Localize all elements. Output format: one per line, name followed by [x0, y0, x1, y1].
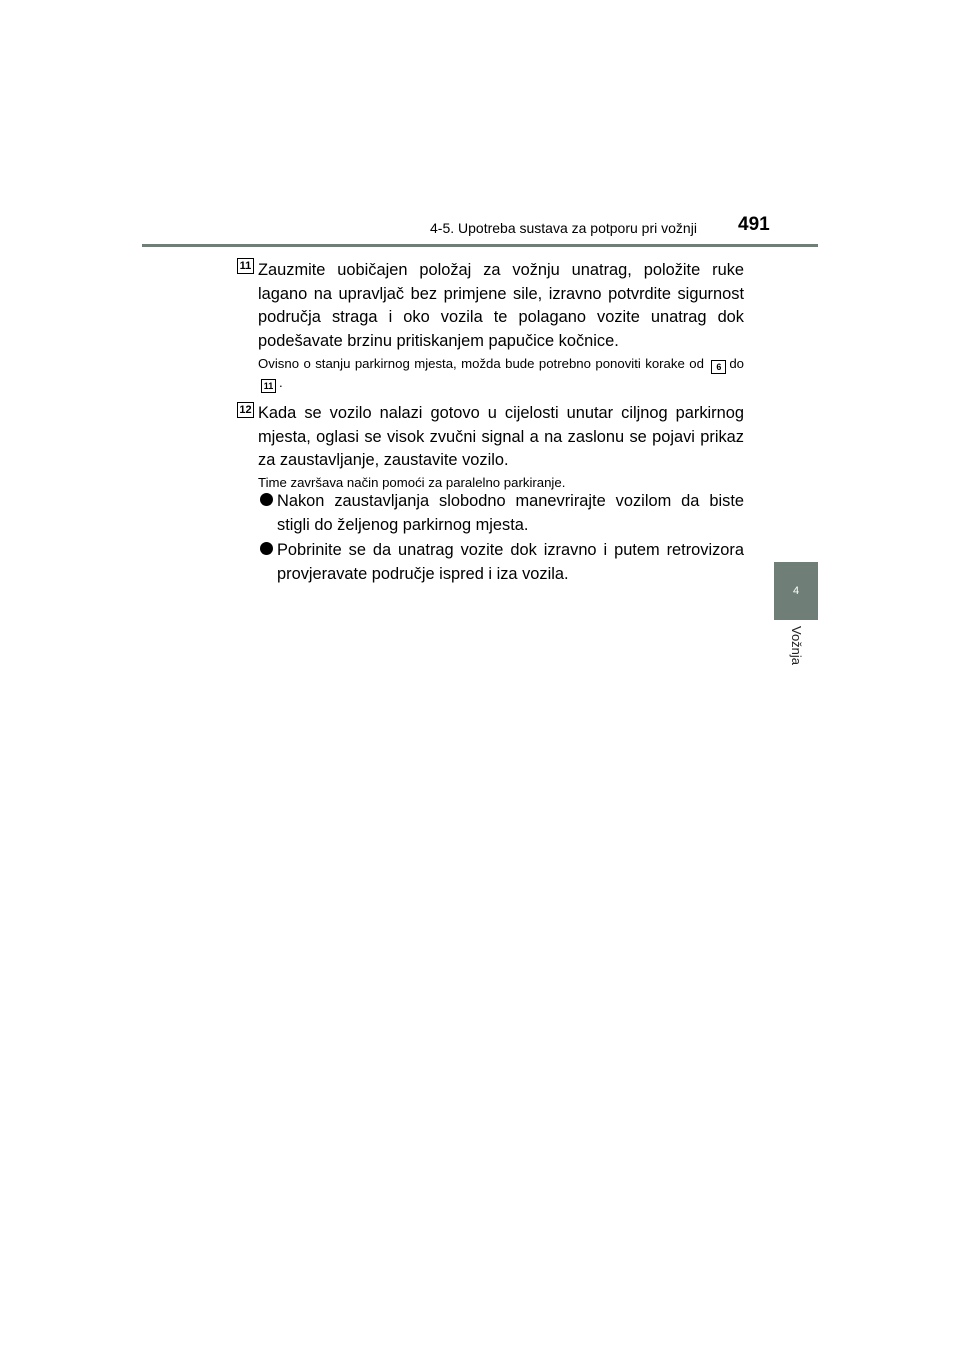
- step-11-note: [258, 355, 744, 393]
- step-number-12: 12: [237, 402, 254, 418]
- step-11-text: Zauzmite uobičajen položaj za vožnju unatrag, položite ruke lagano na upravljač bez primjene sile, izravno potvrdite sigurnost područja straga i oko vozila te polagano vozite unatrag dok podešavate brzinu pritiskanjem papučice kočnice.: [258, 261, 744, 350]
- bullet-icon: [260, 542, 273, 555]
- bullet-item: [258, 490, 744, 537]
- chapter-number: 4: [792, 585, 800, 597]
- note-text-before: Ovisno o stanju parkirnog mjesta, možda bude potrebno ponoviti korake od: [258, 356, 704, 371]
- step-ref-11: 11: [261, 379, 276, 393]
- note-text-mid: do: [729, 356, 744, 371]
- bullet-item: [258, 539, 744, 586]
- bullet-text: Pobrinite se da unatrag vozite dok izravno i putem retrovizora provjeravate područje ispred i iza vozila.: [277, 541, 744, 583]
- header-divider: [142, 244, 818, 247]
- bullet-icon: [260, 493, 273, 506]
- chapter-label: Vožnja: [789, 626, 804, 666]
- page-number: 491: [738, 214, 770, 235]
- step-12-note: Time završava način pomoći za paralelno parkiranje.: [258, 475, 566, 490]
- bullet-text: Nakon zaustavljanja slobodno manevrirajte vozilom da biste stigli do željenog parkirnog mjesta.: [277, 492, 744, 534]
- note-text-after: .: [279, 375, 283, 390]
- section-title: 4-5. Upotreba sustava za potporu pri vožnji: [430, 220, 697, 236]
- chapter-tab: [774, 562, 818, 620]
- step-12-text: Kada se vozilo nalazi gotovo u cijelosti unutar ciljnog parkirnog mjesta, oglasi se visok zvučni signal a na zaslonu se pojavi prikaz za zaustavljanje, zaustavite vozilo.: [258, 404, 744, 469]
- step-ref-6: 6: [711, 360, 726, 374]
- step-number-11: 11: [237, 258, 254, 274]
